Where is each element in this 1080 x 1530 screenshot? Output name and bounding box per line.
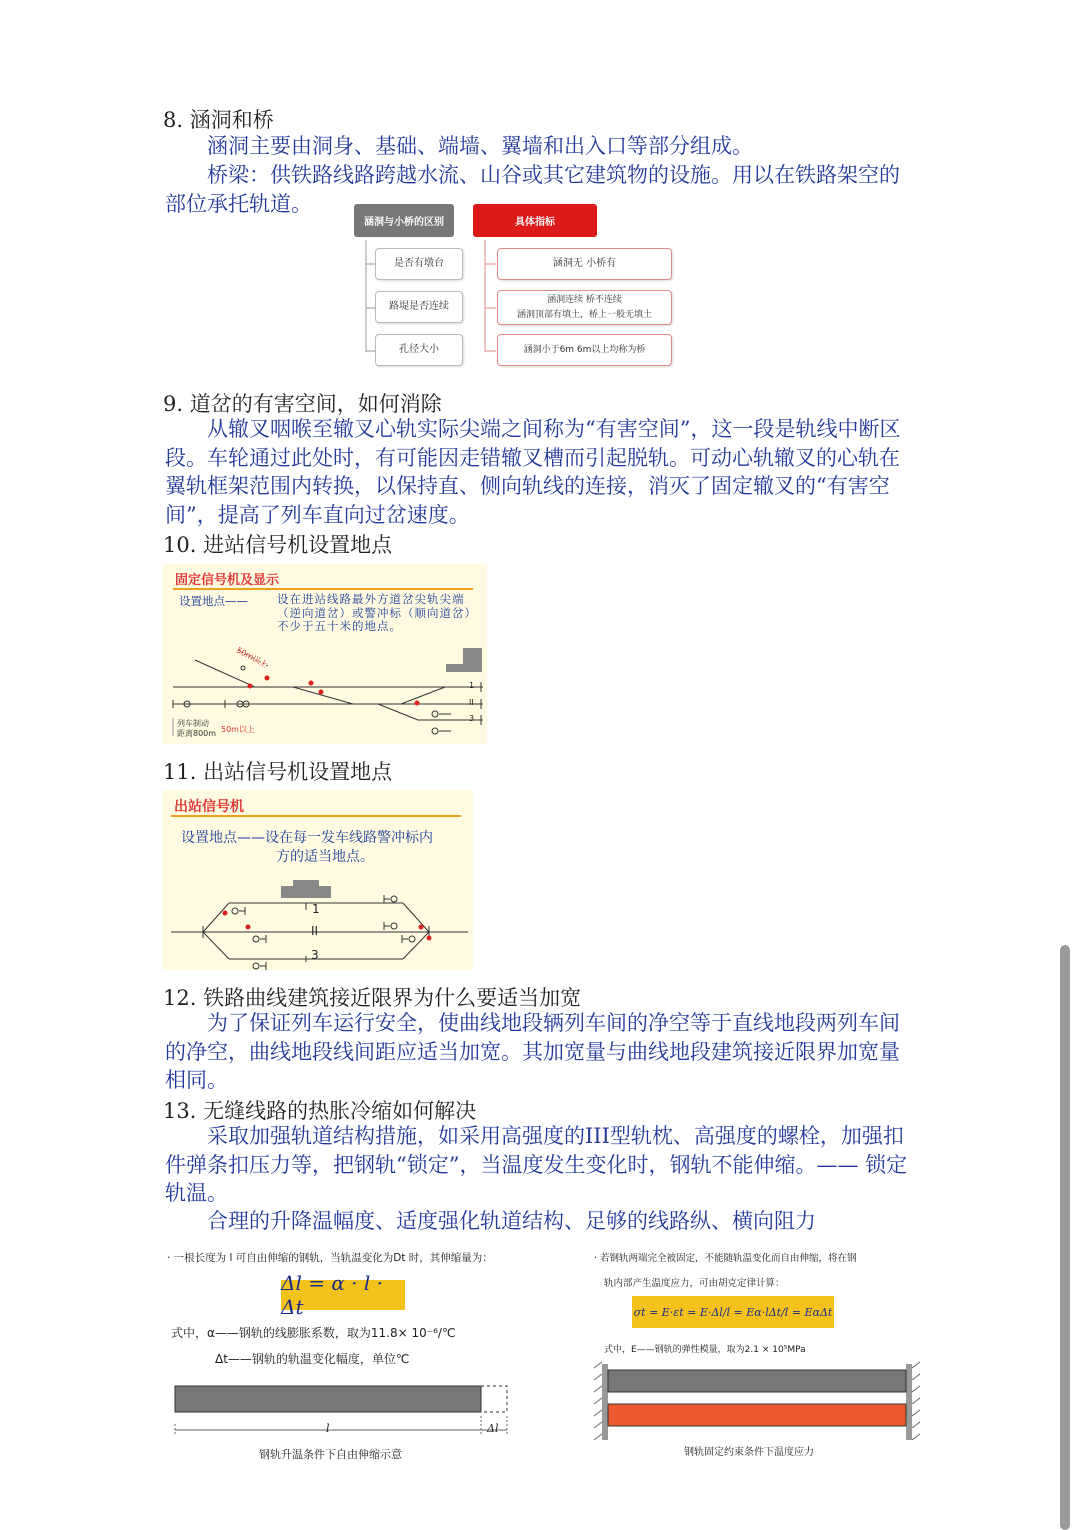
sec13-paragraph-1: 采取加强轨道结构措施，如采用高强度的III型轨枕、高强度的螺栓，加强扣件弹条扣压力等，把钢轨“锁定”，当温度发生变化时，钢轨不能伸缩。—— 锁定轨温。 <box>165 1124 908 1205</box>
sec9-heading: 9. 道岔的有害空间，如何消除 <box>163 392 442 416</box>
right-fig-formula: σt = E·εt = E·Δl/l = Eα·lΔt/l = EαΔt <box>632 1296 834 1328</box>
exit-track-3: 3 <box>311 948 319 962</box>
sec8-paragraph-1: 涵洞主要由洞身、基础、端墙、翼墙和出入口等部分组成。 <box>207 134 753 158</box>
entry-fig-title: 固定信号机及显示 <box>175 573 280 588</box>
sec8-paragraph-2: 桥梁：供铁路线路跨越水流、山谷或其它建筑物的设施。用以在铁路架空的部位承托轨道。 <box>165 163 900 216</box>
diagram-left-item: 孔径大小 <box>375 334 463 366</box>
right-fig-where: 式中，E——钢轨的弹性模量，取为2.1 × 10⁵MPa <box>604 1345 806 1355</box>
fixed-rail-drawing <box>592 1360 922 1444</box>
left-fig-dim-l: l <box>326 1422 330 1435</box>
diagram-left-item: 是否有墩台 <box>375 248 463 280</box>
free-rail-drawing <box>163 1380 573 1444</box>
exit-fig-underline <box>171 815 461 817</box>
exit-track-2: II <box>311 924 319 938</box>
right-fig-intro-2: 轨内部产生温度应力，可由胡克定律计算： <box>604 1278 785 1289</box>
vertical-scrollbar[interactable] <box>1060 945 1070 1530</box>
sec11-heading: 11. 出站信号机设置地点 <box>163 760 393 784</box>
entry-lbl-50-bot: 50m以上 <box>221 725 255 734</box>
exit-fig-text-1: 设置地点——设在每一发车线路警冲标内 <box>181 830 433 846</box>
sec12-heading: 12. 铁路曲线建筑接近限界为什么要适当加宽 <box>163 986 582 1010</box>
exit-track-1: 1 <box>312 902 320 916</box>
diagram-right-item: 涵洞无 小桥有 <box>497 248 672 280</box>
free-expansion-figure <box>163 1244 573 1474</box>
exit-fig-text-2: 方的适当地点。 <box>276 849 374 865</box>
right-fig-intro-1: · 若钢轨两端完全被固定，不能随轨温变化而自由伸缩，将在钢 <box>594 1253 857 1264</box>
entry-fig-underline <box>173 588 473 590</box>
diagram-right-item-line: 涵洞连续 桥不连续 <box>547 294 622 305</box>
entry-track-3: 3 <box>469 714 475 723</box>
sec9-paragraph: 从辙叉咽喉至辙叉心轨实际尖端之间称为“有害空间”，这一段是轨线中断区段。车轮通过此处时，有可能因走错辙叉槽而引起脱轨。可动心轨辙叉的心轨在翼轨框架范围内转换，以保持直、侧向轨线的连接，消灭了固定辙叉的“有害空间”，提高了列车直向过岔速度。 <box>165 417 901 527</box>
exit-signal-figure <box>163 790 473 970</box>
diagram-right-item-multi <box>497 290 672 325</box>
left-fig-caption: 钢轨升温条件下自由伸缩示意 <box>259 1448 402 1461</box>
sec12-paragraph: 为了保证列车运行安全，使曲线地段辆列车间的净空等于直线地段两列车间的净空，曲线地段线间距应适当加宽。其加宽量与曲线地段建筑接近限界加宽量相同。 <box>165 1011 900 1092</box>
sec10-heading: 10. 进站信号机设置地点 <box>163 533 393 557</box>
sec8-heading: 8. 涵洞和桥 <box>163 108 274 132</box>
culvert-bridge-diagram <box>354 204 674 376</box>
diagram-right-header: 具体指标 <box>473 204 597 237</box>
exit-fig-title: 出站信号机 <box>174 799 244 815</box>
entry-lbl-dist: 距离800m <box>177 729 217 738</box>
entry-lbl-brake: 列车制动 <box>177 719 209 728</box>
left-fig-intro: · 一根长度为 l 可自由伸缩的钢轨，当轨温变化为Dt 时，其伸缩量为： <box>167 1252 493 1264</box>
entry-track-2: II <box>469 698 474 707</box>
entry-lbl-50-top: 50m以上 <box>234 645 270 670</box>
entry-signal-figure <box>163 564 487 744</box>
sec13-heading: 13. 无缝线路的热胀冷缩如何解决 <box>163 1099 477 1123</box>
sec13-paragraph-2: 合理的升降温幅度、适度强化轨道结构、足够的线路纵、横向阻力 <box>207 1209 816 1233</box>
entry-track-1: 1 <box>469 681 475 690</box>
diagram-right-item-line: 涵洞顶部有填土，桥上一般无填土 <box>516 309 652 320</box>
fixed-rail-figure <box>592 1244 922 1474</box>
right-fig-caption: 钢轨固定约束条件下温度应力 <box>684 1447 814 1458</box>
diagram-left-header: 涵洞与小桥的区别 <box>354 204 454 237</box>
left-fig-dim-dl: Δl <box>487 1422 499 1435</box>
left-fig-formula: Δl = α · l · Δt <box>281 1280 405 1310</box>
entry-fig-label: 设置地点—— <box>179 594 248 608</box>
diagram-right-item: 涵洞小于6m 6m以上均称为桥 <box>497 334 672 366</box>
diagram-left-item: 路堤是否连续 <box>375 291 463 323</box>
left-fig-where-1: 式中，α——钢轨的线膨胀系数，取为11.8× 10⁻⁶/℃ <box>171 1326 456 1340</box>
left-fig-where-2: Δt——钢轨的轨温变化幅度，单位℃ <box>215 1352 410 1366</box>
entry-fig-text: 设在进站线路最外方道岔尖轨尖端（逆向道岔）或警冲标（顺向道岔）不少于五十米的地点。 <box>277 592 477 633</box>
